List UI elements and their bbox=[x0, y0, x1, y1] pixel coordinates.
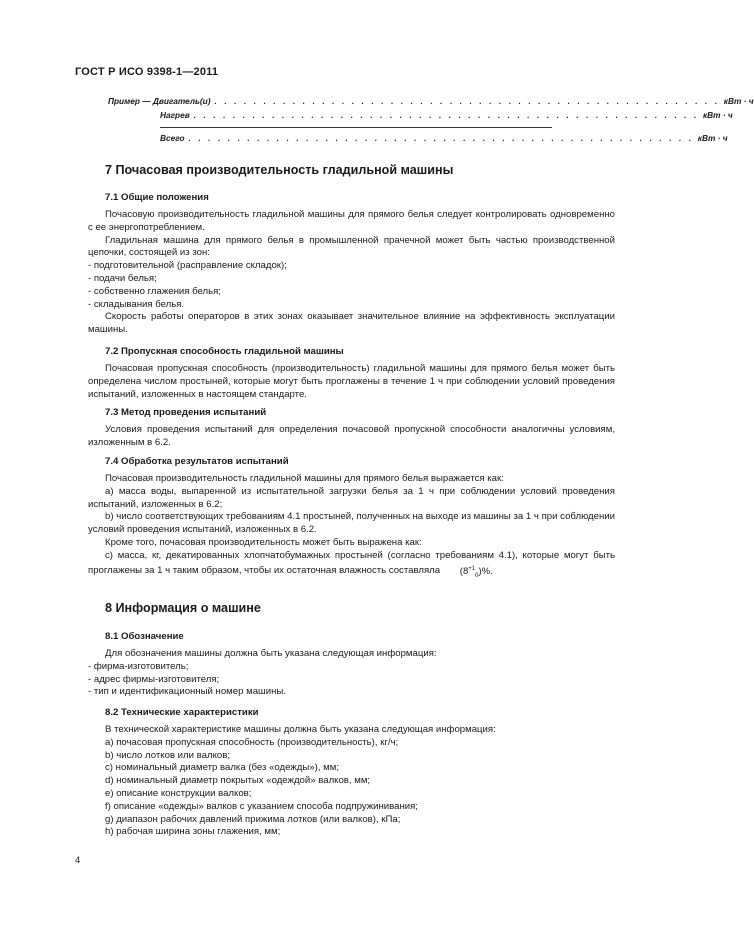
paragraph: Для обозначения машины должна быть указана следующая информация: bbox=[105, 648, 437, 659]
list-item-c bbox=[88, 550, 615, 583]
list-item: b) число лотков или валков; bbox=[105, 749, 230, 761]
list-item: а) масса воды, выпаренной из испытательной загрузки белья за 1 ч при соблюдении условий проведения испытаний, изложенных в 6.2; bbox=[88, 485, 615, 510]
example-unit-total: кВт · ч bbox=[697, 133, 728, 143]
paragraph: Почасовую производительность гладильной машины для прямого белья следует контролировать одновременно с ее энергопотреблением. bbox=[88, 209, 615, 233]
section-7-3-title: 7.3 Метод проведения испытаний bbox=[105, 407, 267, 418]
list-item: g) диапазон рабочих давлений прижима лотков (или валков), кПа; bbox=[105, 813, 401, 825]
example-label-total: Всего bbox=[160, 133, 185, 143]
example-prefix: Пример — bbox=[108, 96, 151, 106]
section-8-2-body bbox=[88, 724, 615, 839]
list-item: - подачи белья; bbox=[88, 272, 157, 284]
list-item-c-text: с) масса, кг, декатированных хлопчатобумажных простыней (согласно требованиям 4.1), которые могут быть проглажены за 1 ч таким образом, чтобы их остаточная влажность составляла bbox=[88, 549, 615, 576]
moisture-formula: $(8^{+1}_0)\%$. bbox=[459, 565, 493, 579]
section-7-title: 7 Почасовая производительность гладильной машины bbox=[105, 163, 454, 177]
section-8-1-title: 8.1 Обозначение bbox=[105, 631, 184, 642]
section-7-4-title: 7.4 Обработка результатов испытаний bbox=[105, 456, 289, 467]
list-item: d) номинальный диаметр покрытых «одеждой» валков, мм; bbox=[105, 775, 371, 787]
list-item: - собственно глажения белья; bbox=[88, 285, 221, 297]
example-row-heating bbox=[160, 110, 733, 120]
list-item: - адрес фирмы-изготовителя; bbox=[88, 673, 220, 685]
paragraph: Почасовая пропускная способность (производительность) гладильной машины для прямого белья может быть определена числом простыней, которые могут быть проглажены в течение 1 ч при соблюдении условий проведения испытаний, изложенных в настоящем стандарте. bbox=[88, 363, 615, 400]
list-item: - подготовительной (расправление складок); bbox=[88, 260, 287, 272]
list-item: h) рабочая ширина зоны глажения, мм; bbox=[105, 826, 281, 838]
list-item: е) описание конструкции валков; bbox=[105, 787, 252, 799]
list-item: - фирма-изготовитель; bbox=[88, 660, 189, 672]
list-item: а) почасовая пропускная способность (производительность), кг/ч; bbox=[105, 736, 399, 748]
section-8-1-body bbox=[88, 648, 615, 699]
example-row-total bbox=[160, 133, 728, 143]
section-8-2-title: 8.2 Технические характеристики bbox=[105, 707, 259, 718]
list-item: с) номинальный диаметр валка (без «одежды»), мм; bbox=[105, 762, 340, 774]
example-unit-heating: кВт · ч bbox=[702, 110, 733, 120]
paragraph: Условия проведения испытаний для определения почасовой пропускной способности аналогичны условиям, изложенным в 6.2. bbox=[88, 424, 615, 448]
list-item: b) число соответствующих требованиям 4.1 простыней, полученных на выходе из машины за 1 ч при соблюдении условий проведения испытаний, изложенных в 6.2. bbox=[88, 511, 615, 536]
section-7-4-body bbox=[88, 473, 615, 582]
paragraph: Кроме того, почасовая производительность может быть выражена как: bbox=[105, 536, 422, 548]
example-row-motors bbox=[108, 96, 754, 106]
example-label-heating: Нагрев bbox=[160, 110, 190, 120]
section-8-title: 8 Информация о машине bbox=[105, 601, 261, 615]
leader-dots: . . . . . . . . . . . . . . . . . . . . . . . . . . . . . . . . . . . . . . . . . . . . . . . . . . . . bbox=[188, 133, 694, 143]
example-sum-rule bbox=[160, 127, 552, 128]
leader-dots: . . . . . . . . . . . . . . . . . . . . . . . . . . . . . . . . . . . . . . . . . . . . . . . . . . . . bbox=[214, 96, 720, 106]
section-7-1-title: 7.1 Общие положения bbox=[105, 192, 209, 203]
section-7-3-body bbox=[88, 424, 615, 450]
paragraph: Почасовая производительность гладильной машины для прямого белья выражается как: bbox=[105, 473, 504, 484]
example-unit-motors: кВт · ч bbox=[723, 96, 754, 106]
section-7-2-title: 7.2 Пропускная способность гладильной машины bbox=[105, 346, 344, 357]
leader-dots: . . . . . . . . . . . . . . . . . . . . . . . . . . . . . . . . . . . . . . . . . . . . . . . . . . . . bbox=[193, 110, 699, 120]
list-item: - складывания белья. bbox=[88, 298, 185, 310]
example-label-motors: Двигатель(и) bbox=[152, 96, 211, 106]
section-7-1-body bbox=[88, 209, 615, 337]
paragraph: Скорость работы операторов в этих зонах оказывает значительное влияние на эффективность эксплуатации машины. bbox=[88, 311, 615, 336]
paragraph: Гладильная машина для прямого белья в промышленной прачечной может быть частью производственной цепочки, состоящей из зон: bbox=[88, 234, 615, 259]
page-number: 4 bbox=[75, 855, 81, 866]
list-item: - тип и идентификационный номер машины. bbox=[88, 686, 286, 698]
paragraph: В технической характеристике машины должна быть указана следующая информация: bbox=[105, 724, 496, 735]
list-item: f) описание «одежды» валков с указанием способа подпружинивания; bbox=[105, 800, 418, 812]
section-7-2-body bbox=[88, 363, 615, 401]
document-header: ГОСТ Р ИСО 9398-1—2011 bbox=[75, 66, 219, 78]
